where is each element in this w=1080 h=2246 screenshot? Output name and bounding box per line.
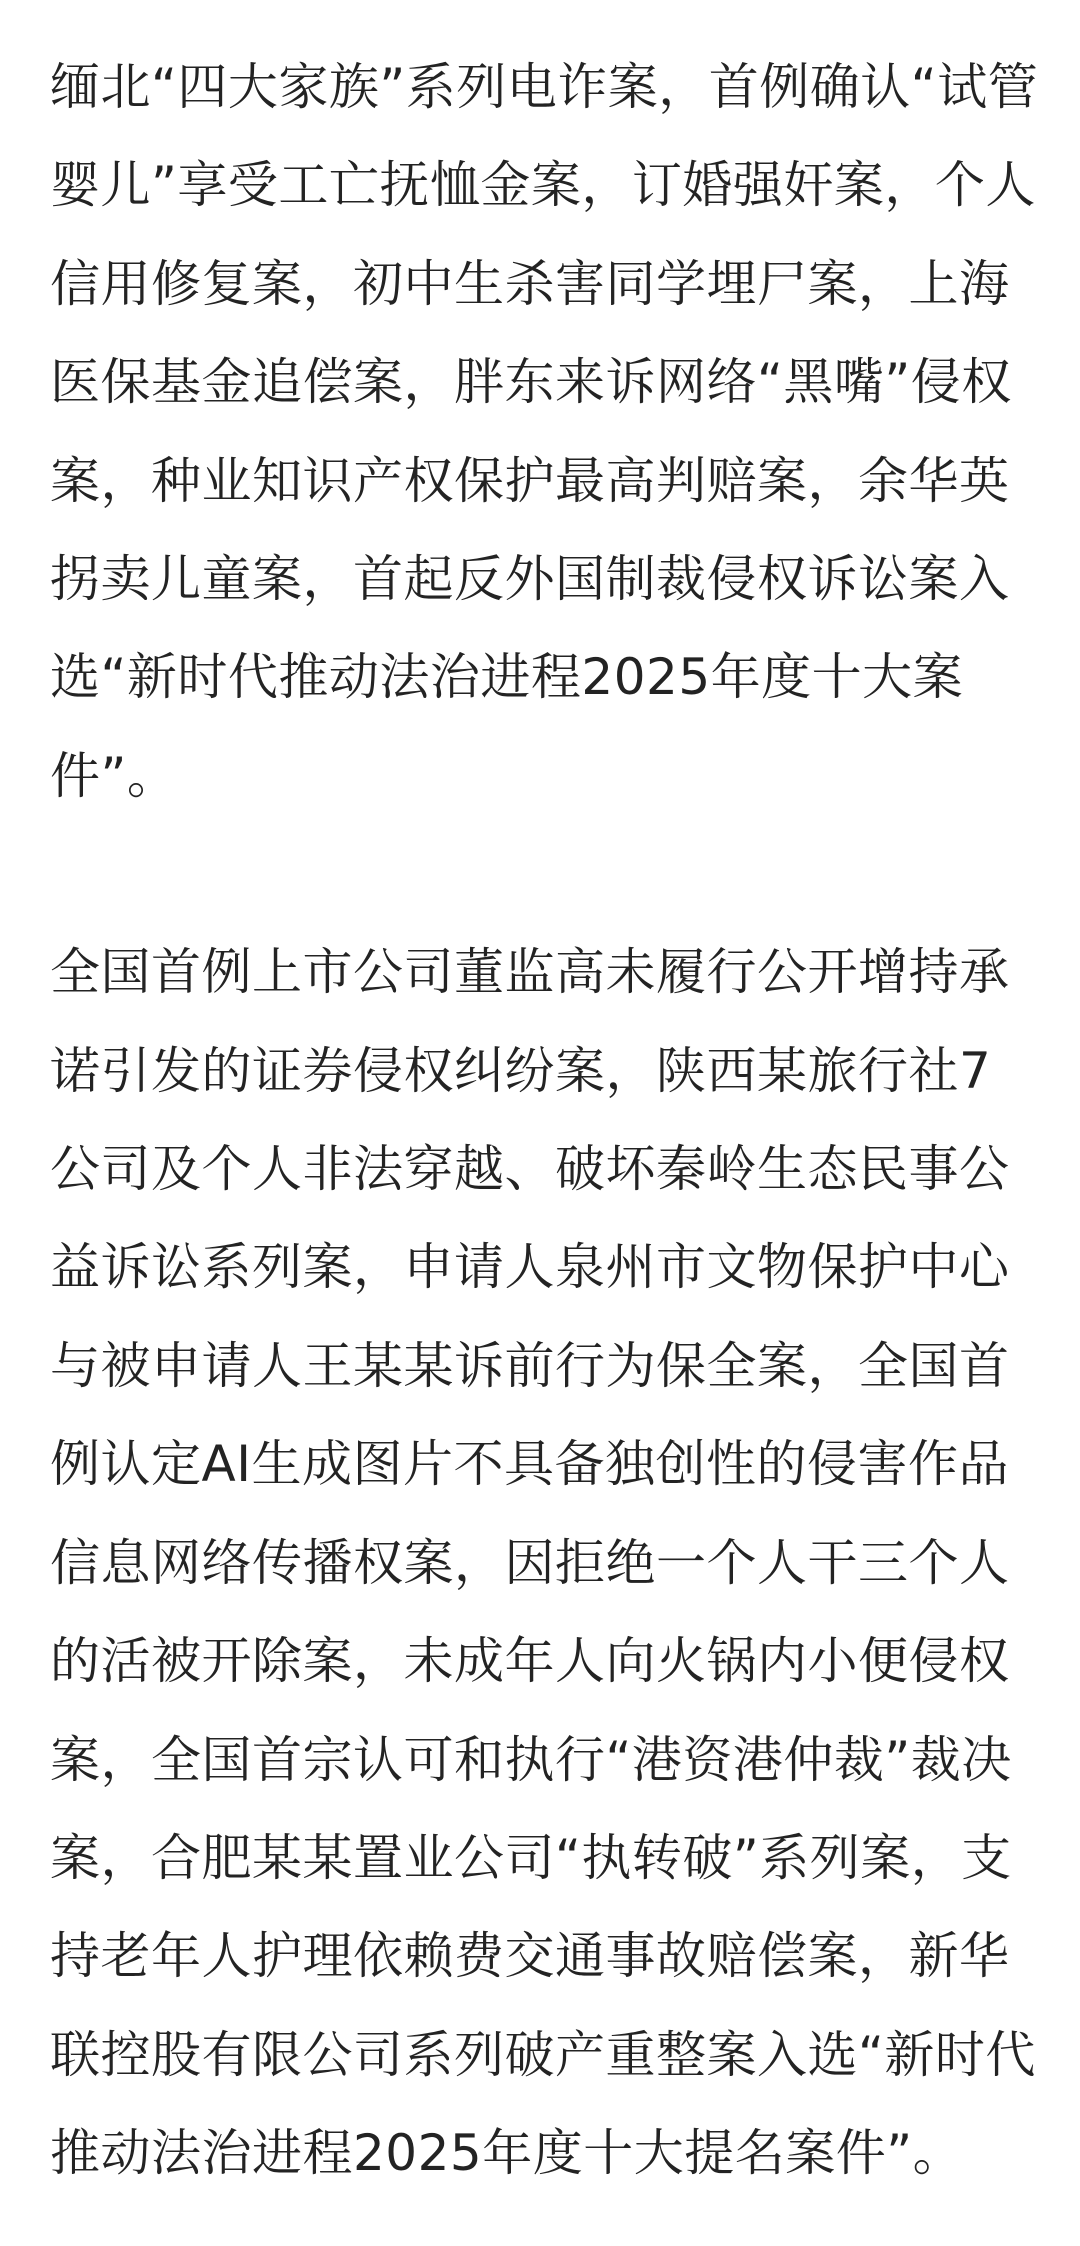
article-body (50, 38, 1040, 2203)
paragraph-top-ten-cases: 缅北“四大家族”系列电诈案，首例确认“试管婴儿”享受工亡抚恤金案，订婚强奸案，个人信用修复案，初中生杀害同学埋尸案，上海医保基金追偿案，胖东来诉网络“黑嘴”侵权案，种业知识产权保护最高判赔案，余华英拐卖儿童案，首起反外国制裁侵权诉讼案入选“新时代推动法治进程2025年度十大案件”。 (50, 58, 1039, 805)
paragraph-nominated-cases: 全国首例上市公司董监高未履行公开增持承诺引发的证券侵权纠纷案，陕西某旅行社7公司及个人非法穿越、破坏秦岭生态民事公益诉讼系列案，申请人泉州市文物保护中心与被申请人王某某诉前行为保全案，全国首例认定AI生成图片不具备独创性的侵害作品信息网络传播权案，因拒绝一个人干三个人的活被开除案，未成年人向火锅内小便侵权案，全国首宗认可和执行“港资港仲裁”裁决案，合肥某某置业公司“执转破”系列案，支持老年人护理依赖费交通事故赔偿案，新华联控股有限公司系列破产重整案入选“新时代推动法治进程2025年度十大提名案件”。 (50, 943, 1036, 2183)
